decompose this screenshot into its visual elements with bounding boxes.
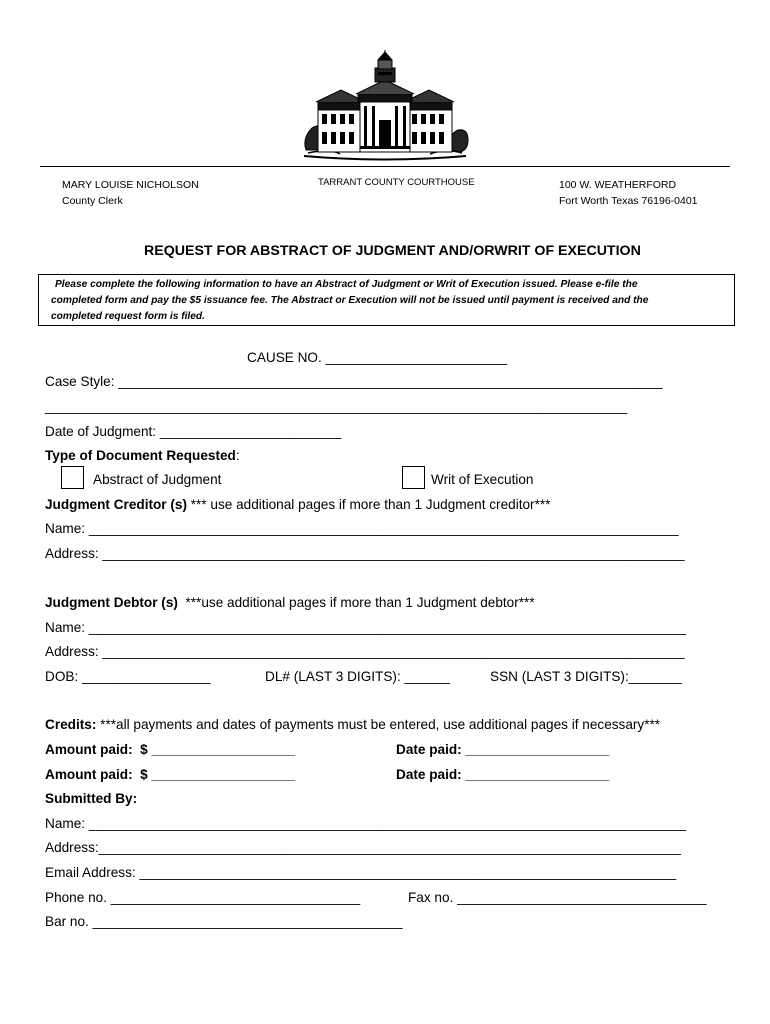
case-style-continued[interactable]: _____________________________________________________________________________ [45, 399, 628, 414]
dl-field[interactable]: DL# (LAST 3 DIGITS): ______ [265, 669, 450, 684]
ssn-field[interactable]: SSN (LAST 3 DIGITS):_______ [490, 669, 682, 684]
debtor-heading: Judgment Debtor (s) ***use additional pages if more than 1 Judgment debtor*** [45, 595, 535, 610]
date-of-judgment-field[interactable]: Date of Judgment: ________________________ [45, 424, 342, 439]
header-rule [40, 166, 730, 167]
abstract-label: Abstract of Judgment [93, 472, 222, 487]
debtor-address-field[interactable]: Address: _____________________________________________________________________________ [45, 644, 685, 659]
case-style-field[interactable]: Case Style: ________________________________________________________________________ [45, 374, 663, 389]
instructions-line-3: completed request form is filed. [51, 311, 205, 322]
instructions-line-2: completed form and pay the $5 issuance fee. The Abstract or Execution will not be issued until payment is received and the [51, 295, 649, 306]
courthouse-name: TARRANT COUNTY COURTHOUSE [318, 177, 475, 188]
type-of-document-heading: Type of Document Requested: [45, 448, 240, 463]
address-line-1: 100 W. WEATHERFORD [559, 179, 677, 191]
clerk-name: MARY LOUISE NICHOLSON [62, 179, 199, 191]
cause-no-field[interactable]: CAUSE NO. ________________________ [247, 350, 508, 365]
submitted-by-heading: Submitted By: [45, 791, 138, 806]
submitter-address-field[interactable]: Address:_____________________________________________________________________________ [45, 840, 681, 855]
writ-label: Writ of Execution [431, 472, 534, 487]
address-line-2: Fort Worth Texas 76196-0401 [559, 195, 698, 207]
submitter-name-field[interactable]: Name: _______________________________________________________________________________ [45, 816, 687, 831]
dob-field[interactable]: DOB: _________________ [45, 669, 211, 684]
courthouse-logo [300, 50, 470, 165]
date-paid-1-field[interactable]: Date paid: ___________________ [396, 742, 610, 757]
creditor-address-field[interactable]: Address: _____________________________________________________________________________ [45, 546, 685, 561]
abstract-checkbox[interactable] [61, 466, 84, 489]
creditor-name-field[interactable]: Name: ______________________________________________________________________________ [45, 521, 679, 536]
writ-checkbox[interactable] [402, 466, 425, 489]
creditor-heading: Judgment Creditor (s) *** use additional pages if more than 1 Judgment creditor*** [45, 497, 551, 512]
form-title: REQUEST FOR ABSTRACT OF JUDGMENT AND/ORWRIT OF EXECUTION [144, 243, 641, 259]
debtor-name-field[interactable]: Name: _______________________________________________________________________________ [45, 620, 687, 635]
clerk-title: County Clerk [62, 195, 123, 207]
credits-heading: Credits: ***all payments and dates of payments must be entered, use additional pages if necessary*** [45, 717, 661, 732]
instructions-box [38, 274, 735, 326]
instructions-line-1: Please complete the following information to have an Abstract of Judgment or Writ of Execution issued. Please e-file the [55, 279, 638, 290]
fax-field[interactable]: Fax no. _________________________________ [408, 890, 707, 905]
submitter-email-field[interactable]: Email Address: _______________________________________________________________________ [45, 865, 677, 880]
date-paid-2-field[interactable]: Date paid: ___________________ [396, 767, 610, 782]
phone-field[interactable]: Phone no. _________________________________ [45, 890, 361, 905]
amount-paid-1-field[interactable]: Amount paid: $ ___________________ [45, 742, 296, 757]
bar-no-field[interactable]: Bar no. _________________________________________ [45, 914, 403, 929]
amount-paid-2-field[interactable]: Amount paid: $ ___________________ [45, 767, 296, 782]
